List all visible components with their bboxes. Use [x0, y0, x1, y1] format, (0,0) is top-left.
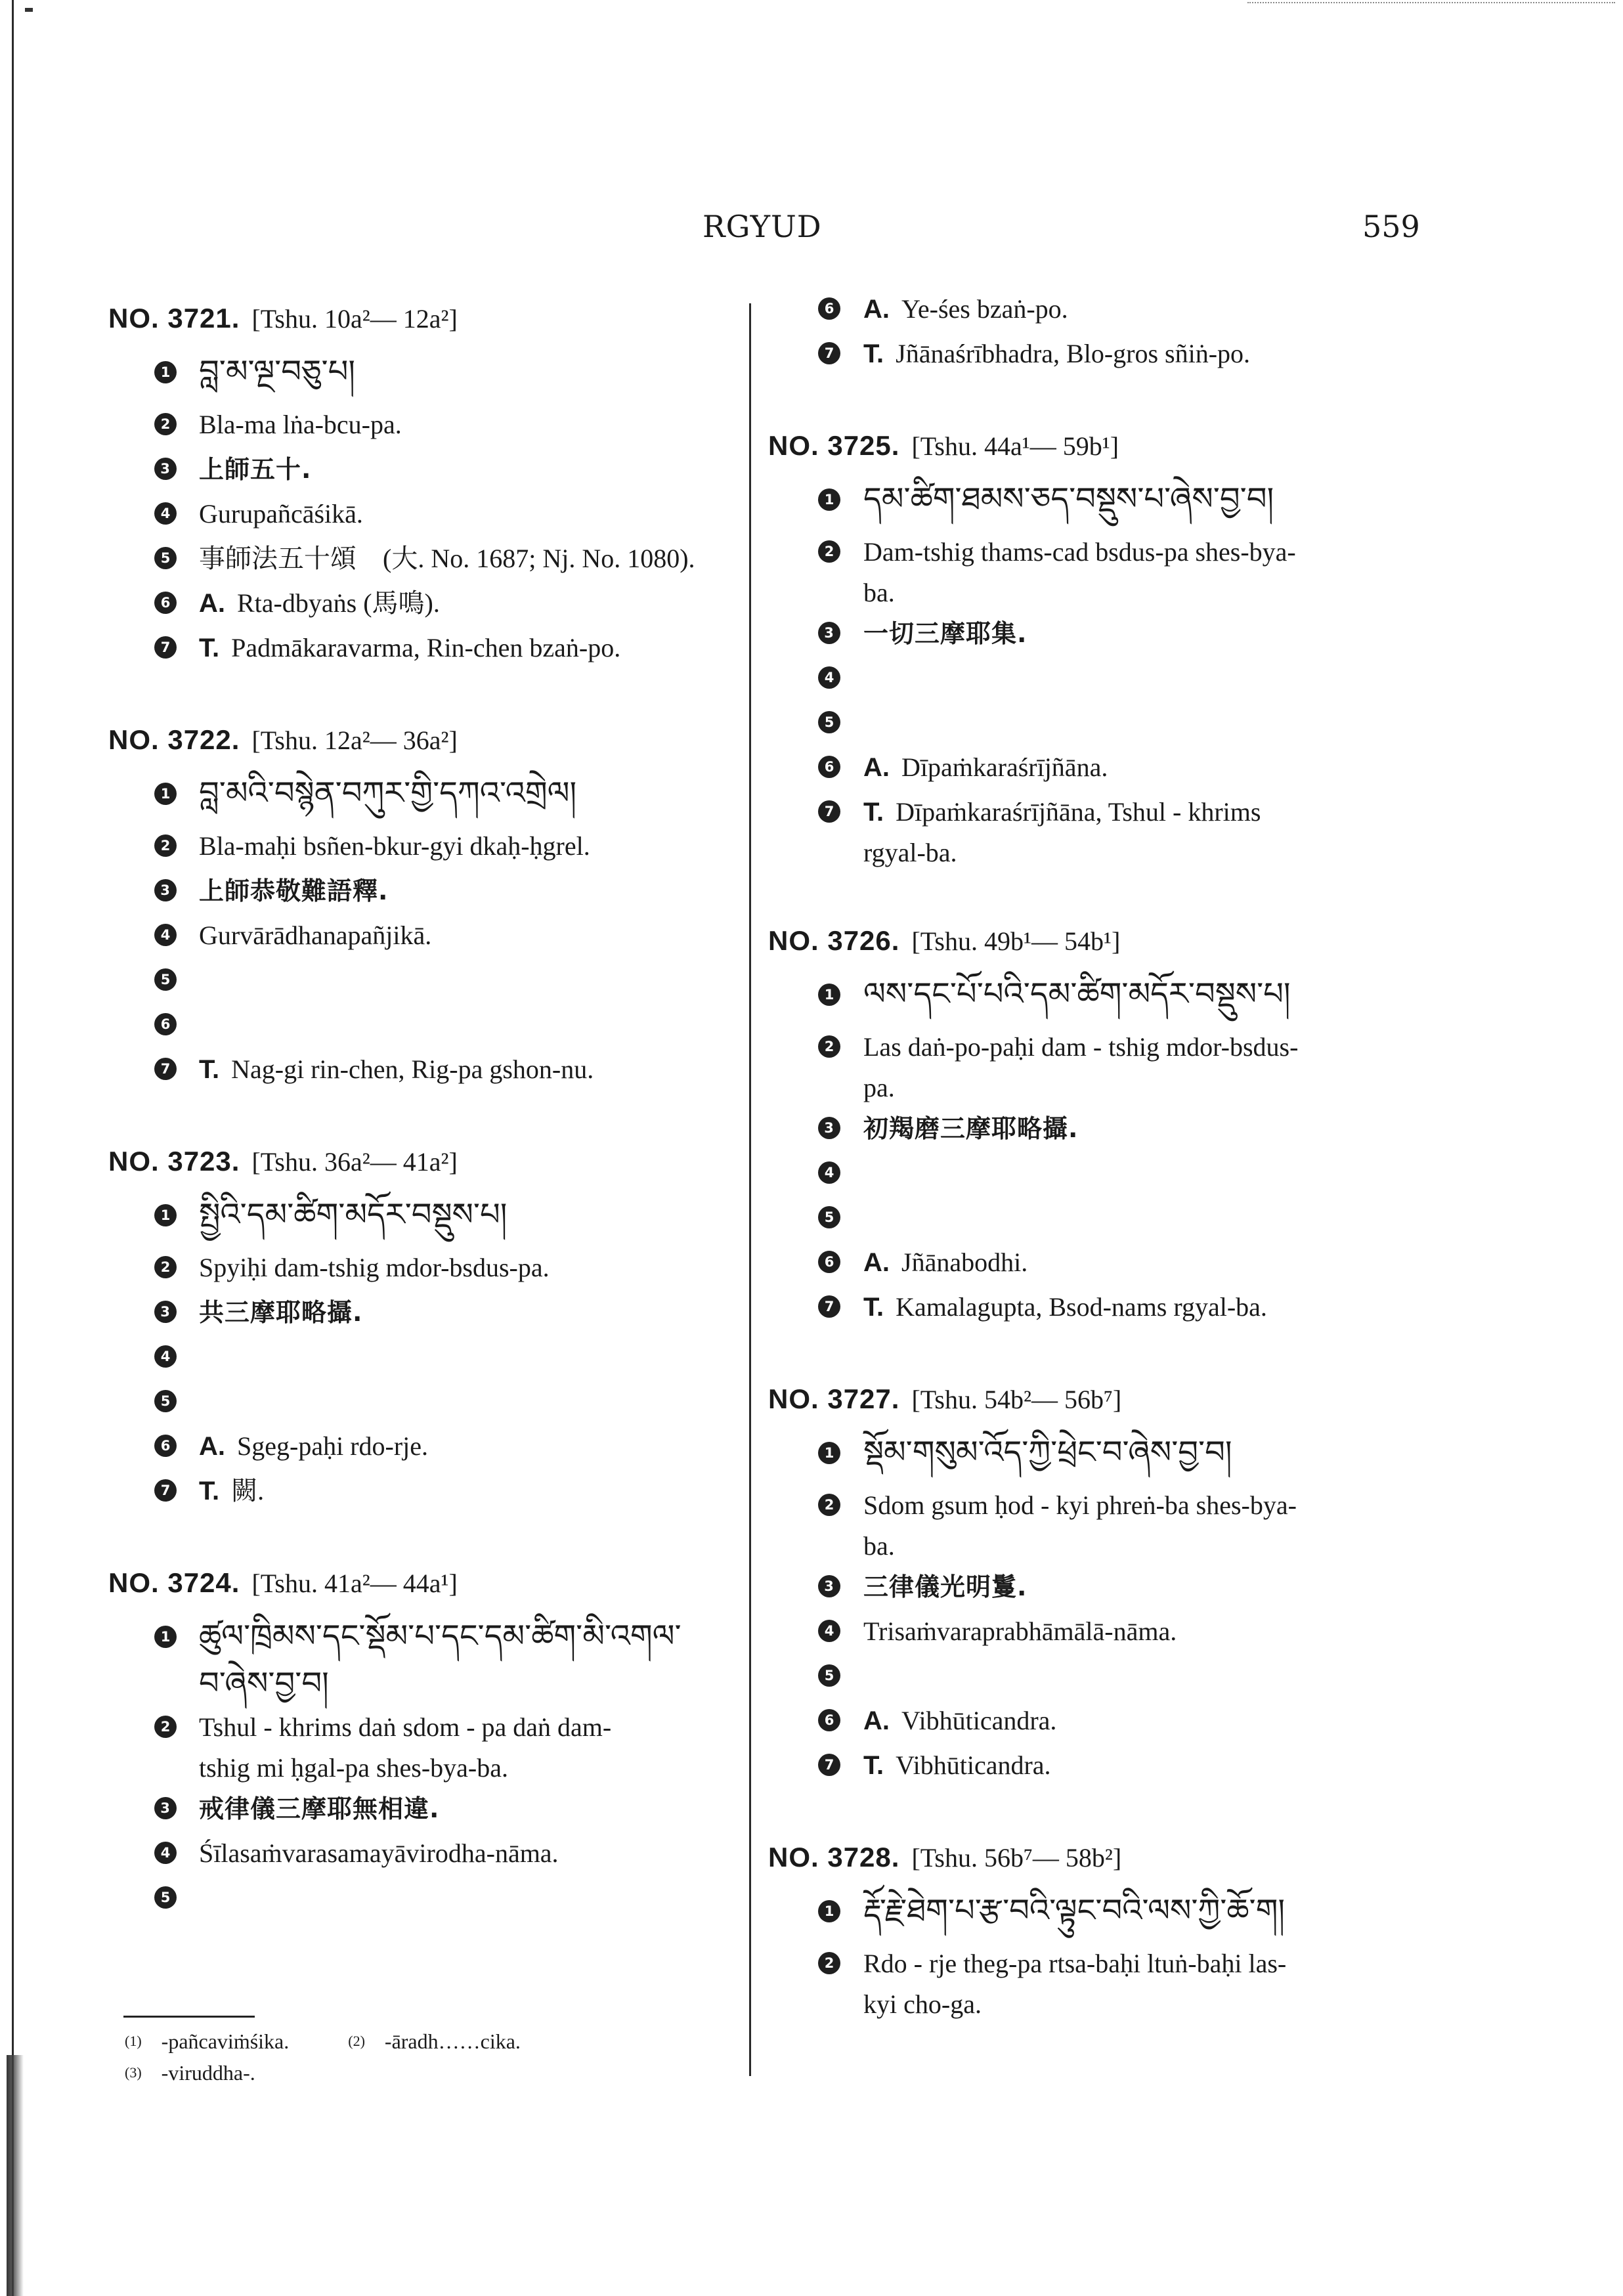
- entry-number: NO. 3721.: [108, 303, 240, 334]
- item-marker-3: 3: [154, 879, 177, 901]
- entry-folio-ref: [Tshu. 12a²— 36a²]: [251, 726, 458, 755]
- translator-line: [768, 1287, 1431, 1332]
- transliteration-text-continued: ba.: [863, 1531, 895, 1561]
- footnote-text: -āradh……cika.: [384, 2029, 521, 2053]
- footnote-text: -pañcaviṁśika.: [161, 2029, 290, 2053]
- item-marker-3: 3: [154, 1301, 177, 1323]
- entry-3728: [768, 1828, 1431, 2025]
- chinese-text: 戒律儀三摩耶無相違.: [199, 1794, 440, 1823]
- author-text: Jñānabodhi.: [901, 1247, 1028, 1277]
- item-marker-7: 7: [818, 1754, 840, 1776]
- transliteration: [108, 826, 745, 871]
- author-line: [108, 1005, 745, 1049]
- entry-number: NO. 3722.: [108, 724, 240, 755]
- chinese-text: 上師恭敬難語釋.: [199, 877, 389, 905]
- translator-text: Padmākaravarma, Rin-chen bzaṅ-po.: [231, 633, 621, 662]
- translator-label: T.: [199, 634, 220, 662]
- item-marker-3: 3: [154, 458, 177, 480]
- item-marker-5: 5: [818, 711, 840, 733]
- transliteration-text: Las daṅ-po-paḥi dam - tshig mdor-bsdus-: [863, 1032, 1299, 1062]
- canon-ref-text: 事師法五十頌 (大. No. 1687; Nj. No. 1080).: [199, 544, 695, 573]
- tibetan-text: སྤྱིའི་དམ་ཚིག་མདོར་བསྡུས་པ།: [199, 1196, 508, 1233]
- item-marker-7: 7: [154, 1479, 177, 1502]
- chinese-canon-ref: [768, 1656, 1431, 1700]
- chinese-text: 一切三摩耶集.: [863, 619, 1028, 648]
- item-marker-1: 1: [818, 1442, 840, 1464]
- translator-line: [108, 1471, 745, 1515]
- transliteration-text-continued: tshig mi ḥgal-pa shes-bya-ba.: [199, 1753, 508, 1783]
- transliteration-text-continued: pa.: [863, 1073, 895, 1102]
- author-label: A.: [199, 589, 225, 618]
- item-marker-4: 4: [818, 1161, 840, 1184]
- transliteration: [768, 1027, 1431, 1108]
- item-marker-2: 2: [154, 1716, 177, 1738]
- chinese-canon-ref: [768, 1198, 1431, 1242]
- scan-smudge: [7, 2055, 24, 2296]
- tibetan-title: [768, 1429, 1431, 1485]
- item-marker-2: 2: [818, 1494, 840, 1516]
- footnote-row: [125, 2025, 521, 2057]
- translator-text: Kamalagupta, Bsod-nams rgyal-ba.: [896, 1292, 1267, 1322]
- sanskrit-text: Gurvārādhanapañjikā.: [199, 921, 432, 950]
- author-text: Vibhūticandra.: [901, 1706, 1057, 1735]
- author-text: Dīpaṁkaraśrījñāna.: [901, 752, 1108, 782]
- item-marker-1: 1: [818, 1900, 840, 1922]
- transliteration: [108, 1707, 745, 1788]
- item-marker-7: 7: [154, 636, 177, 659]
- tibetan-text-continued: བ་ཞེས་བྱ་བ།: [199, 1665, 329, 1702]
- author-text: Sgeg-paḥi rdo-rje.: [237, 1431, 429, 1461]
- entry-folio-ref: [Tshu. 54b²— 56b⁷]: [911, 1385, 1122, 1414]
- item-marker-5: 5: [154, 547, 177, 569]
- tibetan-text: བླ་མའི་བསྙེན་བཀུར་གྱི་དཀའ་འགྲེལ།: [199, 775, 577, 812]
- item-marker-5: 5: [818, 1664, 840, 1687]
- item-marker-1: 1: [154, 361, 177, 383]
- transliteration-text: Sdom gsum ḥod - kyi phreṅ-ba shes-bya-: [863, 1490, 1297, 1520]
- entry-3724-continued: [768, 289, 1431, 378]
- item-marker-6: 6: [818, 1251, 840, 1273]
- transliteration: [108, 404, 745, 449]
- item-marker-1: 1: [154, 783, 177, 805]
- item-marker-7: 7: [818, 800, 840, 823]
- tibetan-text: ཚུལ་ཁྲིམས་དང་སྡོམ་པ་དང་དམ་ཚིག་མི་འགལ་: [199, 1618, 682, 1655]
- translator-text-continued: rgyal-ba.: [863, 838, 957, 867]
- entry-heading: [108, 289, 745, 348]
- translator-label: T.: [863, 339, 884, 368]
- transliteration-text: Bla-ma lṅa-bcu-pa.: [199, 410, 402, 439]
- sanskrit-text: Śīlasaṁvarasamayāvirodha-nāma.: [199, 1838, 559, 1868]
- entry-3722: [108, 710, 745, 1094]
- footnote-text: -viruddha-.: [161, 2061, 255, 2085]
- chinese-canon-ref: [108, 1878, 745, 1922]
- tibetan-title: [108, 348, 745, 404]
- translator-text: Nag-gi rin-chen, Rig-pa gshon-nu.: [231, 1054, 594, 1084]
- transliteration: [768, 1943, 1431, 2025]
- footnote-mark: (2): [348, 2033, 365, 2049]
- translator-label: T.: [199, 1477, 220, 1505]
- tibetan-title: [108, 1613, 745, 1707]
- running-head: RGYUD: [703, 209, 822, 244]
- sanskrit-title: [108, 915, 745, 960]
- entry-heading: [108, 1553, 745, 1613]
- item-marker-6: 6: [818, 297, 840, 320]
- entry-folio-ref: [Tshu. 36a²— 41a²]: [251, 1147, 458, 1177]
- footnotes: [125, 2025, 521, 2089]
- entry-number: NO. 3723.: [108, 1146, 240, 1177]
- item-marker-4: 4: [818, 666, 840, 689]
- chinese-title: [108, 1292, 745, 1337]
- footnote-mark: (3): [125, 2064, 142, 2081]
- item-marker-3: 3: [154, 1797, 177, 1819]
- item-marker-2: 2: [818, 1035, 840, 1058]
- transliteration-text: Tshul - khrims daṅ sdom - pa daṅ dam-: [199, 1712, 612, 1742]
- author-label: A.: [199, 1432, 225, 1461]
- transliteration-text: Bla-maḥi bsñen-bkur-gyi dkaḥ-ḥgrel.: [199, 831, 590, 861]
- sanskrit-title: [768, 1611, 1431, 1656]
- entry-number: NO. 3726.: [768, 925, 900, 956]
- author-line: [108, 1426, 745, 1471]
- entry-heading: [108, 710, 745, 769]
- chinese-title: [768, 613, 1431, 658]
- transliteration-text: Spyiḥi dam-tshig mdor-bsdus-pa.: [199, 1253, 550, 1282]
- chinese-text: 三律儀光明鬘.: [863, 1572, 1028, 1601]
- tibetan-title: [768, 1887, 1431, 1943]
- translator-label: T.: [863, 798, 884, 827]
- author-label: A.: [863, 295, 890, 324]
- item-marker-5: 5: [154, 1390, 177, 1412]
- chinese-title: [768, 1567, 1431, 1611]
- item-marker-5: 5: [154, 1886, 177, 1909]
- tibetan-text: རྡོ་རྗེ་ཐེག་པ་རྩ་བའི་ལྟུང་བའི་ལས་ཀྱི་ཆོ་ག།: [863, 1892, 1286, 1929]
- entry-heading: [768, 911, 1431, 970]
- footnote-rule: [123, 2016, 255, 2018]
- chinese-canon-ref: [108, 538, 745, 583]
- translator-label: T.: [863, 1293, 884, 1322]
- translator-line: [768, 792, 1431, 873]
- entry-folio-ref: [Tshu. 49b¹— 54b¹]: [911, 926, 1121, 956]
- item-marker-7: 7: [818, 342, 840, 364]
- item-marker-7: 7: [818, 1295, 840, 1318]
- entry-heading: [768, 1828, 1431, 1887]
- entry-3725: [768, 416, 1431, 873]
- item-marker-1: 1: [818, 984, 840, 1006]
- left-column: [108, 289, 745, 1960]
- entry-folio-ref: [Tshu. 56b⁷— 58b²]: [911, 1843, 1122, 1873]
- author-line: [108, 583, 745, 628]
- item-marker-6: 6: [154, 592, 177, 614]
- item-marker-4: 4: [154, 502, 177, 525]
- author-label: A.: [863, 753, 890, 782]
- item-marker-3: 3: [818, 1117, 840, 1139]
- author-label: A.: [863, 1248, 890, 1277]
- tibetan-text: སྡོམ་གསུམ་འོད་ཀྱི་ཕྲེང་བ་ཞེས་བྱ་བ།: [863, 1434, 1232, 1471]
- translator-label: T.: [199, 1055, 220, 1084]
- sanskrit-title: [108, 494, 745, 538]
- entry-3724: [108, 1553, 745, 1922]
- tibetan-text: བླ་མ་ལྔ་བཅུ་པ།: [199, 353, 356, 390]
- translator-label: T.: [863, 1751, 884, 1780]
- chinese-text: 共三摩耶略攝.: [199, 1298, 363, 1327]
- chinese-title: [108, 871, 745, 915]
- entry-number: NO. 3725.: [768, 430, 900, 461]
- transliteration-text-continued: ba.: [863, 578, 895, 607]
- sanskrit-title: [768, 658, 1431, 703]
- entry-3723: [108, 1132, 745, 1515]
- author-line: [768, 1242, 1431, 1287]
- transliteration: [768, 532, 1431, 613]
- author-line: [768, 747, 1431, 792]
- scan-corner-mark: [25, 8, 33, 12]
- chinese-canon-ref: [768, 703, 1431, 747]
- entry-heading: [108, 1132, 745, 1191]
- transliteration-text: Rdo - rje theg-pa rtsa-baḥi ltuṅ-baḥi las-: [863, 1949, 1287, 1978]
- chinese-canon-ref: [108, 1381, 745, 1426]
- item-marker-2: 2: [154, 1256, 177, 1278]
- entry-number: NO. 3728.: [768, 1842, 900, 1873]
- item-marker-2: 2: [154, 834, 177, 857]
- tibetan-title: [768, 970, 1431, 1027]
- transliteration-text: Dam-tshig thams-cad bsdus-pa shes-bya-: [863, 537, 1296, 567]
- item-marker-6: 6: [154, 1013, 177, 1035]
- item-marker-5: 5: [818, 1206, 840, 1228]
- footnote-row: [125, 2057, 521, 2089]
- item-marker-2: 2: [818, 1952, 840, 1974]
- translator-line: [108, 628, 745, 672]
- entry-folio-ref: [Tshu. 41a²— 44a¹]: [251, 1569, 458, 1598]
- author-text: Rta-dbyaṅs (馬鳴).: [237, 588, 440, 618]
- translator-text: Vibhūticandra.: [896, 1750, 1051, 1780]
- author-line: [768, 1700, 1431, 1745]
- translator-line: [108, 1049, 745, 1094]
- entry-3726: [768, 911, 1431, 1332]
- translator-text: 闕.: [231, 1476, 265, 1505]
- tibetan-title: [108, 1191, 745, 1247]
- translator-text: Jñānaśrībhadra, Blo-gros sñiṅ-po.: [896, 339, 1251, 368]
- chinese-text: 上師五十.: [199, 455, 312, 484]
- binding-edge: [12, 0, 14, 2296]
- sanskrit-title: [768, 1153, 1431, 1198]
- author-line: [768, 289, 1431, 334]
- scan-top-edge: [1247, 2, 1615, 5]
- translator-text: Dīpaṁkaraśrījñāna, Tshul - khrims: [896, 797, 1261, 827]
- tibetan-title: [768, 475, 1431, 532]
- item-marker-4: 4: [154, 924, 177, 946]
- entry-heading: [768, 1370, 1431, 1429]
- item-marker-4: 4: [154, 1345, 177, 1368]
- entry-folio-ref: [Tshu. 44a¹— 59b¹]: [911, 431, 1119, 461]
- item-marker-6: 6: [818, 756, 840, 778]
- item-marker-1: 1: [154, 1626, 177, 1648]
- item-marker-4: 4: [818, 1620, 840, 1642]
- entry-3727: [768, 1370, 1431, 1790]
- item-marker-6: 6: [818, 1709, 840, 1731]
- transliteration-text-continued: kyi cho-ga.: [863, 1989, 982, 2019]
- chinese-title: [108, 449, 745, 494]
- footnote-mark: (1): [125, 2033, 142, 2049]
- item-marker-1: 1: [818, 488, 840, 511]
- item-marker-4: 4: [154, 1842, 177, 1864]
- entry-number: NO. 3727.: [768, 1383, 900, 1414]
- item-marker-7: 7: [154, 1058, 177, 1080]
- chinese-title: [768, 1108, 1431, 1153]
- item-marker-3: 3: [818, 622, 840, 644]
- chinese-canon-ref: [108, 960, 745, 1005]
- author-text: Ye-śes bzaṅ-po.: [901, 294, 1068, 324]
- entry-3721: [108, 289, 745, 672]
- item-marker-2: 2: [154, 413, 177, 435]
- tibetan-title: [108, 769, 745, 826]
- item-marker-3: 3: [818, 1575, 840, 1597]
- translator-line: [768, 1745, 1431, 1790]
- column-divider: [749, 303, 751, 2076]
- translator-line: [768, 334, 1431, 378]
- item-marker-5: 5: [154, 968, 177, 991]
- author-label: A.: [863, 1706, 890, 1735]
- tibetan-text: དམ་ཚིག་ཐམས་ཅད་བསྡུས་པ་ཞེས་བྱ་བ།: [863, 481, 1274, 517]
- entry-folio-ref: [Tshu. 10a²— 12a²]: [251, 304, 458, 334]
- chinese-title: [108, 1788, 745, 1833]
- tibetan-text: ལས་དང་པོ་པའི་དམ་ཚིག་མདོར་བསྡུས་པ།: [863, 976, 1291, 1012]
- sanskrit-text: Gurupañcāśikā.: [199, 499, 363, 529]
- sanskrit-title: [108, 1337, 745, 1381]
- right-column: [768, 289, 1431, 2063]
- entry-number: NO. 3724.: [108, 1567, 240, 1598]
- sanskrit-text: Trisaṁvaraprabhāmālā-nāma.: [863, 1616, 1177, 1646]
- item-marker-6: 6: [154, 1435, 177, 1457]
- transliteration: [108, 1247, 745, 1292]
- sanskrit-title: [108, 1833, 745, 1878]
- page-number: 559: [1362, 209, 1420, 244]
- item-marker-2: 2: [818, 540, 840, 563]
- transliteration: [768, 1485, 1431, 1567]
- entry-heading: [768, 416, 1431, 475]
- item-marker-1: 1: [154, 1204, 177, 1226]
- chinese-text: 初羯磨三摩耶略攝.: [863, 1114, 1079, 1143]
